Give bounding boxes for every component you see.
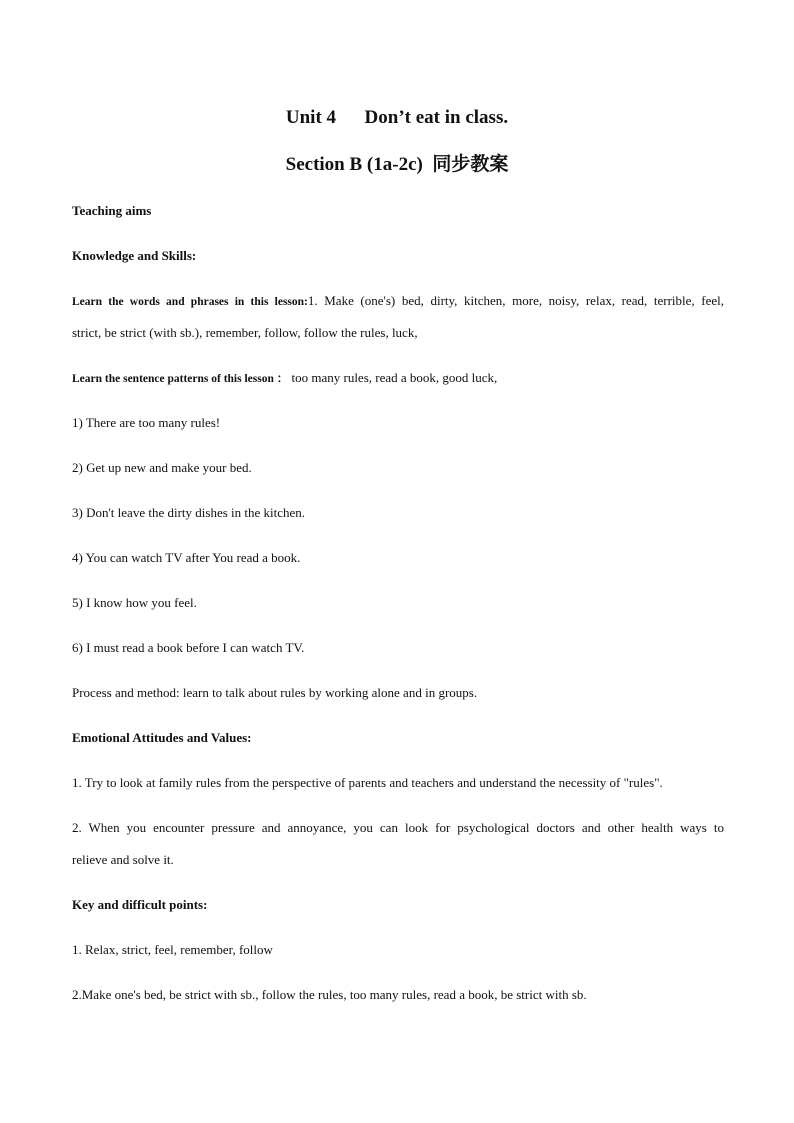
sentence-6: 6) I must read a book before I can watch TV.: [72, 640, 305, 655]
emotional-point-2-line-2: relieve and solve it.: [72, 852, 174, 867]
section-title: Section B (1a-2c) 同步教案: [285, 154, 509, 175]
emotional-heading: Emotional Attitudes and Values:: [72, 730, 252, 745]
knowledge-skills-heading: Knowledge and Skills:: [72, 248, 197, 263]
words-label: Learn the words and phrases in this lesson:: [72, 296, 308, 308]
patterns-list: too many rules, read a book, good luck,: [288, 370, 498, 385]
sentence-5: 5) I know how you feel.: [72, 595, 197, 610]
sentence-1: 1) There are too many rules!: [72, 415, 221, 430]
key-points-heading: Key and difficult points:: [72, 897, 208, 912]
words-line-2: strict, be strict (with sb.), remember, follow, follow the rules, luck,: [72, 325, 418, 340]
sentence-4: 4) You can watch TV after You read a book.: [72, 550, 301, 565]
sentence-3: 3) Don't leave the dirty dishes in the kitchen.: [72, 505, 306, 520]
words-list-part-1: 1. Make (one's) bed, dirty, kitchen, more, noisy, relax, read, terrible, feel,: [307, 293, 725, 308]
patterns-label: Learn the sentence patterns of this lesson ：: [72, 373, 289, 385]
patterns-line: [72, 370, 724, 387]
emotional-point-2-line-1: 2. When you encounter pressure and annoyance, you can look for psychological doctors and other health ways to: [72, 820, 724, 835]
teaching-aims-heading: Teaching aims: [72, 203, 152, 218]
unit-title: Unit 4 Don’t eat in class.: [285, 107, 509, 128]
emotional-point-1: 1. Try to look at family rules from the perspective of parents and teachers and understand the necessity of "rules".: [72, 775, 663, 790]
key-point-1: 1. Relax, strict, feel, remember, follow: [72, 942, 273, 957]
words-line-1: [72, 293, 724, 310]
sentence-2: 2) Get up new and make your bed.: [72, 460, 252, 475]
process-method-line: Process and method: learn to talk about rules by working alone and in groups.: [72, 685, 478, 700]
key-point-2: 2.Make one's bed, be strict with sb., follow the rules, too many rules, read a book, be strict with sb.: [72, 987, 587, 1002]
